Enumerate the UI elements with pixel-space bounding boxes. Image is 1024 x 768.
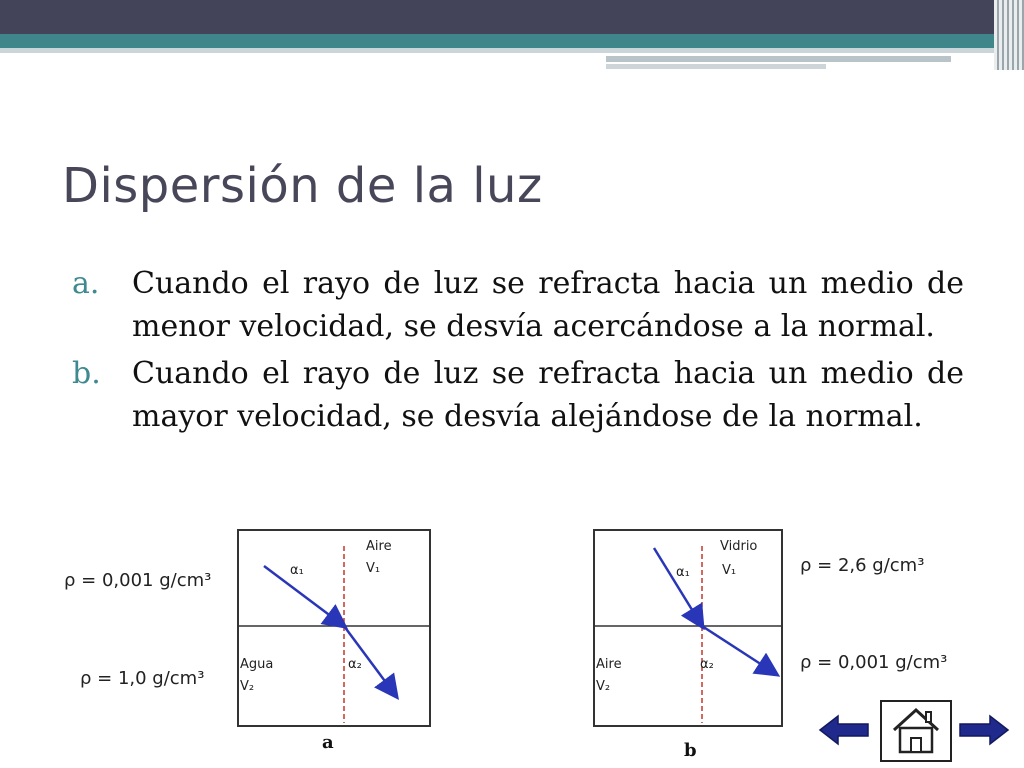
angle-refraction-label: α₂ <box>348 657 362 672</box>
header-bar-teal <box>0 34 1024 48</box>
speed-top-label: V₁ <box>722 563 737 578</box>
list-marker: a. <box>72 266 100 301</box>
angle-incidence-label: α₁ <box>290 563 304 578</box>
arrow-left-icon[interactable] <box>818 712 870 748</box>
arrow-right-icon[interactable] <box>958 712 1010 748</box>
bullet-list <box>72 262 964 442</box>
header-bar-dark <box>0 0 1024 34</box>
list-item <box>72 352 964 438</box>
list-item-text: Cuando el rayo de luz se refracta hacia un medio de mayor velocidad, se desvía alejándose de la normal. <box>132 356 964 434</box>
medium-bottom-label: Agua <box>240 657 274 672</box>
diagram-frame <box>594 530 782 726</box>
figure-label: a <box>322 732 334 753</box>
home-icon[interactable] <box>880 700 952 762</box>
diagram-frame <box>238 530 430 726</box>
header-accent-line-short <box>606 64 826 69</box>
medium-bottom-label: Aire <box>596 657 622 672</box>
medium-top-label: Aire <box>366 539 392 554</box>
figure-label: b <box>684 740 697 761</box>
list-marker: b. <box>72 356 101 391</box>
list-item-text: Cuando el rayo de luz se refracta hacia un medio de menor velocidad, se desvía acercándose a la normal. <box>132 266 964 344</box>
header-bar-light <box>0 48 1024 53</box>
density-formula: ρ = 2,6 g/cm³ <box>800 555 925 576</box>
density-formula: ρ = 0,001 g/cm³ <box>800 652 948 673</box>
density-formula: ρ = 1,0 g/cm³ <box>80 668 205 689</box>
header-accent-line <box>606 56 951 62</box>
angle-incidence-label: α₁ <box>676 565 690 580</box>
medium-top-label: Vidrio <box>720 539 758 554</box>
list-item <box>72 262 964 348</box>
speed-bottom-label: V₂ <box>596 679 611 694</box>
slide-title: Dispersión de la luz <box>62 158 543 214</box>
speed-bottom-label: V₂ <box>240 679 255 694</box>
angle-refraction-label: α₂ <box>700 657 714 672</box>
speed-top-label: V₁ <box>366 561 381 576</box>
density-formula: ρ = 0,001 g/cm³ <box>64 570 212 591</box>
refraction-diagram-a <box>236 528 432 728</box>
refraction-diagram-b <box>592 528 784 728</box>
header-stripes <box>994 0 1024 70</box>
